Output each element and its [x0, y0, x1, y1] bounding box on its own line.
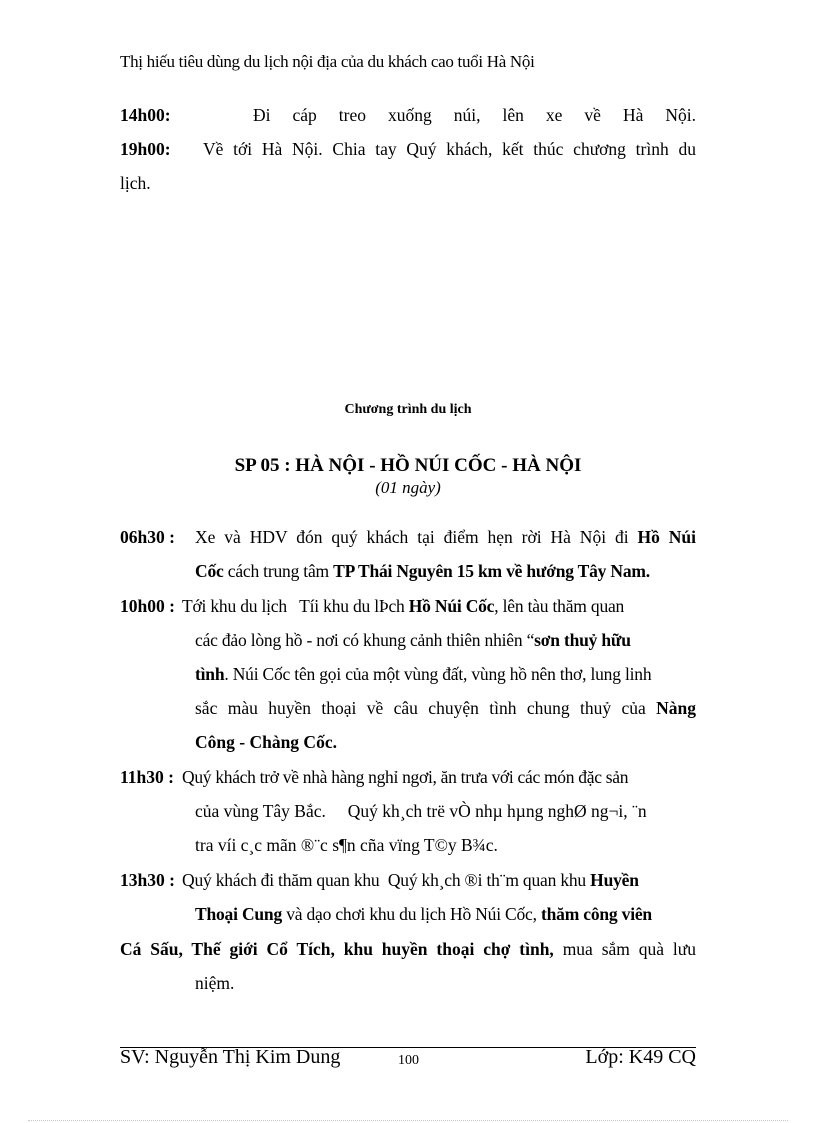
item-1000-line5 [195, 725, 337, 759]
time-1400: 14h00: [120, 105, 171, 125]
text-1400: Đi cáp treo xuống núi, lên xe về Hà Nội. [253, 105, 696, 125]
page-number: 100 [398, 1053, 419, 1068]
item-1130-text2: của vùng Tây Bắc. [195, 801, 326, 821]
item-1000-bold5: Công - Chàng Cốc. [195, 732, 337, 752]
program-title: SP 05 : HÀ NỘI - HỒ NÚI CỐC - HÀ NỘI [234, 455, 582, 476]
program-label: Chương trình du lịch [344, 402, 472, 417]
item-1130-line1: Quý khách trở về nhà hàng nghỉ ngơi, ăn trưa với các món đặc sản [182, 767, 629, 787]
text-1900-cont: lịch. [120, 173, 151, 193]
schedule-1400 [120, 98, 171, 132]
item-1330-bold: Huyền [590, 870, 639, 890]
item-1330-garbled: Quý kh¸ch ®i th¨m quan khu [387, 870, 586, 890]
program-duration: (01 ngày) [375, 478, 441, 497]
footer-student: SV: Nguyễn Thị Kim Dung [120, 1046, 341, 1068]
item-1330-bold2: Thoại Cung [195, 904, 282, 924]
item-1000-bold3: tình [195, 664, 225, 684]
footer-class: Lớp: K49 CQ [585, 1046, 696, 1068]
time-1000-label: 10h00 : [120, 596, 175, 616]
item-0630-text: Xe và HDV đón quý khách tại điểm hẹn rời Hà Nội đi [195, 527, 629, 547]
item-0630-bold2: Cốc [195, 561, 224, 581]
item-1330-line3 [120, 932, 696, 966]
item-1000-line1 [182, 589, 696, 623]
item-0630-bold3: TP Thái Nguyên 15 km về hướng Tây Nam. [333, 561, 650, 581]
time-1900: 19h00: [120, 139, 171, 159]
time-1000 [120, 589, 175, 623]
item-0630-text2: cách trung tâm [227, 561, 329, 581]
time-0630-label: 06h30 : [120, 527, 175, 547]
text-1900: Về tới Hà Nội. Chia tay Quý khách, kết thúc chương trình du [203, 139, 696, 159]
item-1000-garbled: Tíi khu du lÞch [299, 596, 405, 616]
item-1000-line2 [195, 623, 696, 657]
item-1330-text: Quý khách đi thăm quan khu [182, 870, 380, 890]
time-1130-label: 11h30 : [120, 767, 174, 787]
item-1000-text4: . Núi Cốc tên gọi của một vùng đất, vùng hồ nên thơ, lung linh [224, 664, 652, 684]
item-1000-text: Tới khu du lịch [182, 596, 287, 616]
item-1000-text2: , lên tàu thăm quan [494, 596, 625, 616]
item-1330-line4: niệm. [195, 973, 235, 993]
time-1330-label: 13h30 : [120, 870, 175, 890]
time-0630 [120, 520, 175, 554]
item-1000-bold2: sơn thuỷ hữu [534, 630, 631, 650]
item-1130-line3: tra víi c¸c mãn ®¨c s¶n cña vïng T©y B¾c. [195, 835, 498, 855]
item-1330-text3: mua sắm quà lưu [562, 939, 696, 959]
item-1330-line1 [182, 863, 696, 897]
item-1000-line4 [195, 691, 696, 725]
time-1330 [120, 863, 175, 897]
item-1330-bold4: Cá Sấu, Thế giới Cổ Tích, khu huyền thoại chợ tình, [120, 939, 554, 959]
item-0630-line2 [195, 554, 696, 588]
item-1330-text2: và dạo chơi khu du lịch Hồ Núi Cốc, [286, 904, 537, 924]
item-1000-text5: sắc màu huyền thoại về câu chuyện tình chung thuỷ của [195, 698, 646, 718]
item-1000-bold4: Nàng [656, 698, 697, 718]
item-1330-bold3: thăm công viên [541, 904, 652, 924]
time-1130 [120, 760, 174, 794]
item-1000-line3 [195, 657, 696, 691]
page-edge-dots [28, 1120, 788, 1121]
item-1130-garbled: Quý kh¸ch trë vÒ nhµ hµng nghØ ng¬i, ¨n [347, 801, 647, 821]
schedule-1900 [120, 132, 171, 166]
item-1330-line2 [195, 897, 696, 931]
item-1000-bold: Hồ Núi Cốc [408, 596, 495, 616]
item-1000-text3: các đảo lòng hồ - nơi có khung cảnh thiên nhiên “ [195, 630, 535, 650]
item-1130-line2 [195, 794, 696, 828]
item-0630-bold: Hồ Núi [637, 527, 696, 547]
running-header: Thị hiếu tiêu dùng du lịch nội địa của du khách cao tuổi Hà Nội [120, 52, 535, 71]
item-0630-line1 [195, 520, 696, 554]
